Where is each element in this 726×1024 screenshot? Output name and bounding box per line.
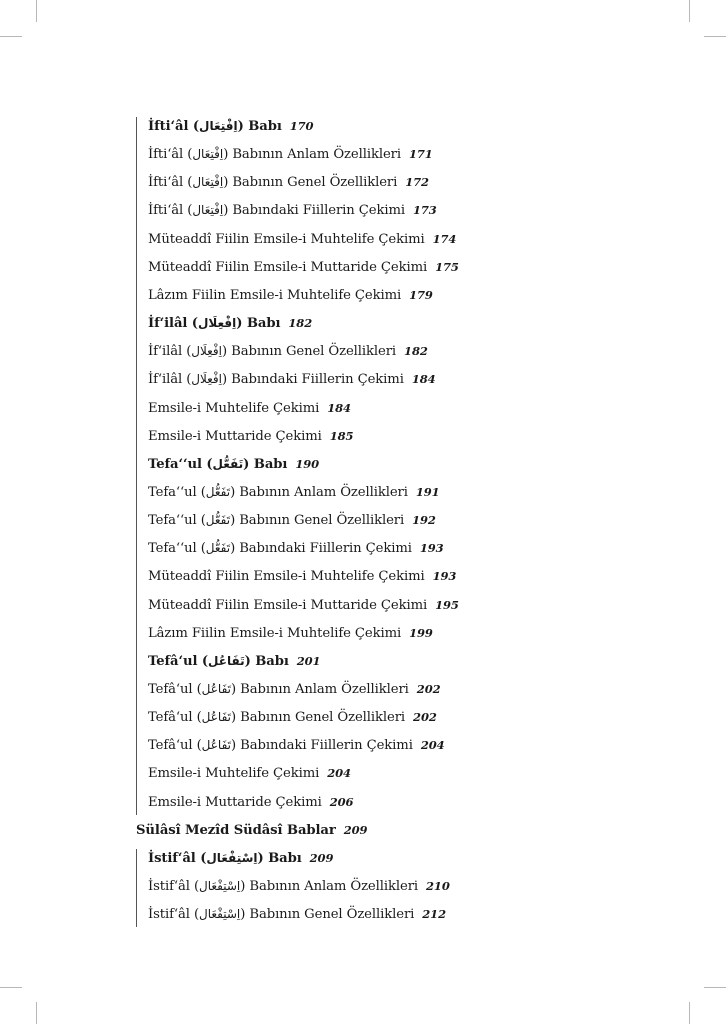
entry-title: Tefa‘‘ul (	[148, 484, 206, 500]
entry-title: Emsile-i Muhtelife Çekimi	[148, 400, 320, 416]
page-number: 193	[432, 569, 457, 584]
entry-title-suffix: ) Babının Anlam Özellikleri	[230, 484, 408, 500]
page-number: 191	[415, 484, 440, 499]
crop-mark	[0, 36, 22, 37]
entry-title: İf‘ilâl (	[148, 316, 198, 332]
arabic-term: اِفْعِلَال	[191, 372, 222, 387]
entry-title: Sülâsî Mezîd Südâsî Bablar	[136, 822, 336, 838]
entry-title: Lâzım Fiilin Emsile-i Muhtelife Çekimi	[148, 625, 402, 641]
arabic-term: اِسْتِفْعَال	[206, 850, 258, 865]
entry-title-suffix: ) Babı	[257, 850, 302, 866]
entry-title: Tefa‘‘ul (	[148, 541, 206, 557]
entry-title: Emsile-i Muhtelife Çekimi	[148, 766, 320, 782]
crop-mark	[36, 0, 37, 22]
page-number: 206	[329, 794, 354, 809]
page-number: 182	[288, 316, 313, 331]
crop-mark	[689, 0, 690, 22]
entry-title-suffix: ) Babının Genel Özellikleri	[223, 175, 398, 191]
arabic-term: تَفَعُّل	[212, 456, 244, 471]
entry-title: Tefâ‘ul (	[148, 682, 202, 697]
arabic-term: اِفْتِعَال	[192, 203, 224, 218]
entry-title: İf‘ilâl (	[148, 344, 192, 360]
page-number: 179	[409, 287, 433, 302]
page-number: 184	[411, 372, 436, 387]
arabic-term: اِسْتِفْعَال	[198, 879, 241, 894]
indent-rule	[136, 849, 137, 927]
toc-entry[interactable]	[148, 793, 353, 812]
toc-entry[interactable]	[148, 286, 433, 305]
toc-entry[interactable]	[148, 258, 459, 277]
entry-title: Müteaddî Fiilin Emsile-i Muhtelife Çekimi	[148, 569, 425, 585]
toc-entry[interactable]	[148, 764, 351, 783]
toc-entry[interactable]	[148, 624, 433, 643]
toc-section-heading[interactable]	[148, 652, 320, 671]
crop-mark	[704, 987, 726, 988]
toc-entry[interactable]	[148, 539, 444, 558]
page-number: 204	[327, 766, 351, 781]
page-number: 202	[416, 682, 441, 696]
toc-entry[interactable]	[148, 708, 437, 727]
entry-title: İf‘ilâl (	[148, 372, 192, 388]
crop-mark	[704, 36, 726, 37]
toc-entry[interactable]	[148, 596, 459, 615]
toc-section-heading[interactable]	[148, 849, 333, 868]
toc-entry[interactable]	[148, 877, 450, 896]
entry-title-suffix: ) Babının Genel Özellikleri	[240, 907, 415, 923]
toc-entry[interactable]	[148, 342, 428, 361]
entry-title-suffix: ) Babı	[244, 653, 289, 669]
toc-entry[interactable]	[148, 173, 429, 192]
entry-title: Emsile-i Muttaride Çekimi	[148, 428, 322, 444]
page-number: 199	[409, 625, 433, 640]
entry-title-suffix: ) Babının Anlam Özellikleri	[240, 879, 419, 895]
arabic-term: اِفْعِلَال	[197, 316, 237, 331]
page-number: 212	[422, 907, 446, 922]
page-number: 175	[435, 259, 459, 274]
entry-title: Tefâ‘ul (	[148, 738, 202, 754]
page-number: 209	[309, 850, 334, 865]
page-number: 210	[426, 879, 450, 894]
indent-rule	[136, 117, 137, 815]
entry-title: Lâzım Fiilin Emsile-i Muhtelife Çekimi	[148, 287, 402, 303]
entry-title-suffix: ) Babındaki Fiillerin Çekimi	[231, 738, 413, 754]
entry-title: Müteaddî Fiilin Emsile-i Muhtelife Çekimi	[148, 231, 425, 247]
toc-entry[interactable]	[148, 230, 456, 249]
page-number: 204	[420, 738, 445, 753]
arabic-term: تَفَعُّل	[205, 513, 231, 528]
entry-title: Müteaddî Fiilin Emsile-i Muttaride Çekimi	[148, 259, 428, 275]
toc-entry[interactable]	[148, 736, 445, 755]
page-number: 173	[413, 203, 437, 218]
entry-title: Tefâ‘ul (	[148, 710, 202, 726]
entry-title-suffix: ) Babının Anlam Özellikleri	[223, 147, 401, 163]
toc-entry[interactable]	[148, 905, 446, 924]
entry-title: İstif‘âl (	[148, 907, 199, 923]
entry-title-suffix: ) Babı	[243, 456, 288, 472]
page-number: 172	[405, 175, 429, 190]
toc-entry[interactable]	[148, 511, 436, 530]
page-number: 185	[329, 428, 354, 443]
page-number: 174	[432, 231, 457, 246]
page-number: 184	[327, 400, 351, 415]
entry-title-suffix: ) Babındaki Fiillerin Çekimi	[223, 203, 405, 219]
page-number: 182	[404, 344, 428, 359]
page-number: 192	[412, 513, 436, 528]
page-number: 195	[435, 597, 459, 612]
arabic-term: اِفْعِلَال	[191, 344, 222, 359]
entry-title: Müteaddî Fiilin Emsile-i Muttaride Çekimi	[148, 597, 428, 613]
entry-title: Tefâ‘ul (	[148, 653, 209, 669]
toc-entry[interactable]	[148, 370, 436, 389]
arabic-term: اِسْتِفْعَال	[198, 907, 241, 922]
entry-title-suffix: ) Babındaki Fiillerin Çekimi	[230, 541, 412, 557]
entry-title-suffix: ) Babı	[236, 316, 281, 332]
entry-title: Emsile-i Muttaride Çekimi	[148, 794, 322, 810]
arabic-term: اِفْتِعَال	[199, 119, 238, 133]
toc-section-heading[interactable]	[148, 314, 312, 333]
arabic-term: تَفَاعُل	[201, 738, 231, 753]
toc-section-heading[interactable]	[136, 821, 367, 840]
toc-entry[interactable]	[148, 680, 441, 699]
entry-title: İfti‘âl (	[148, 119, 200, 134]
toc-section-heading[interactable]	[148, 455, 319, 474]
entry-title: İstif‘âl (	[148, 879, 199, 895]
toc-entry[interactable]	[148, 483, 440, 502]
entry-title-suffix: ) Babındaki Fiillerin Çekimi	[222, 372, 404, 388]
toc-entry[interactable]	[148, 427, 353, 446]
toc-entry[interactable]	[148, 201, 437, 220]
entry-title-suffix: ) Babının Anlam Özellikleri	[231, 682, 409, 697]
entry-title: İfti‘âl (	[148, 175, 193, 191]
page-number: 193	[419, 541, 444, 556]
crop-mark	[36, 1002, 37, 1024]
page-number: 201	[296, 653, 321, 668]
arabic-term: اِفْتِعَال	[192, 147, 224, 162]
entry-title: İstif‘âl (	[148, 850, 207, 866]
arabic-term: تَفَعُّل	[205, 541, 231, 556]
arabic-term: تَفَاعُل	[201, 682, 231, 696]
arabic-term: اِفْتِعَال	[192, 175, 224, 190]
arabic-term: تَفَاعُل	[201, 710, 231, 725]
entry-title-suffix: ) Babının Genel Özellikleri	[231, 710, 406, 726]
entry-title-suffix: ) Babının Genel Özellikleri	[222, 344, 397, 360]
toc-entry[interactable]	[148, 567, 456, 586]
entry-title: Tefa‘‘ul (	[148, 513, 206, 529]
page-number: 209	[343, 822, 368, 837]
entry-title: İfti‘âl (	[148, 147, 193, 163]
entry-title-suffix: ) Babının Genel Özellikleri	[230, 513, 405, 529]
page-number: 171	[408, 147, 433, 162]
entry-title-suffix: ) Babı	[237, 119, 282, 134]
page-number: 190	[295, 456, 320, 471]
crop-mark	[0, 987, 22, 988]
arabic-term: تَفَاعُل	[208, 653, 245, 668]
page-number: 170	[289, 119, 314, 133]
arabic-term: تَفَعُّل	[205, 484, 231, 499]
toc-entry[interactable]	[148, 145, 433, 164]
toc-entry[interactable]	[148, 399, 351, 418]
entry-title: Tefa‘‘ul (	[148, 456, 213, 472]
crop-mark	[689, 1002, 690, 1024]
toc-section-heading[interactable]	[148, 117, 313, 136]
entry-title: İfti‘âl (	[148, 203, 193, 219]
page-number: 202	[413, 710, 437, 725]
